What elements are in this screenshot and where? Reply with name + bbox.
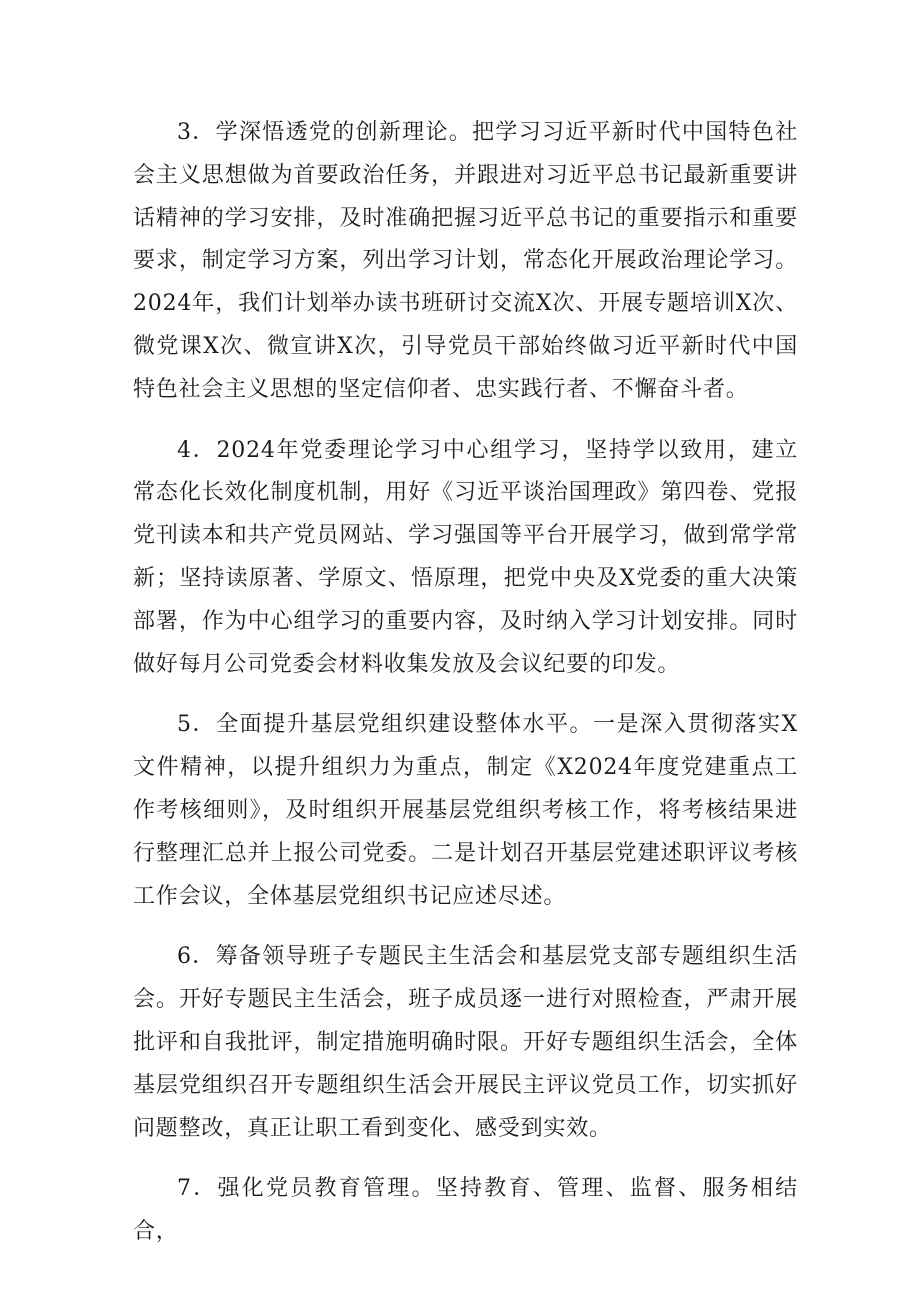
- paragraph-3: 3．学深悟透党的创新理论。把学习习近平新时代中国特色社会主义思想做为首要政治任务，并跟进对习近平总书记最新重要讲话精神的学习安排，及时准确把握习近平总书记的重要指示和重要要求，制定学习方案，列出学习计划，常态化开展政治理论学习。2024年，我们计划举办读书班研讨交流X次、开展专题培训X次、微党课X次、微宣讲X次，引导党员干部始终做习近平新时代中国特色社会主义思想的坚定信仰者、忠实践行者、不懈奋斗者。: [133, 120, 798, 402]
- paragraph-4: 4．2024年党委理论学习中心组学习，坚持学以致用，建立常态化长效化制度机制，用好《习近平谈治国理政》第四卷、党报党刊读本和共产党员网站、学习强国等平台开展学习，做到常学常新；坚持读原著、学原文、悟原理，把党中央及X党委的重大决策部署，作为中心组学习的重要内容，及时纳入学习计划安排。同时做好每月公司党委会材料收集发放及会议纪要的印发。: [133, 437, 798, 677]
- paragraph-7: 7．强化党员教育管理。坚持教育、管理、监督、服务相结合，: [133, 1176, 798, 1245]
- document-body: [133, 112, 798, 1272]
- paragraph-5: 5．全面提升基层党组织建设整体水平。一是深入贯彻落实X文件精神，以提升组织力为重点，制定《X2024年度党建重点工作考核细则》，及时组织开展基层党组织考核工作，将考核结果进行整理汇总并上报公司党委。二是计划召开基层党建述职评议考核工作会议，全体基层党组织书记应述尽述。: [133, 712, 798, 909]
- paragraph-6: 6．筹备领导班子专题民主生活会和基层党支部专题组织生活会。开好专题民主生活会，班子成员逐一进行对照检查，严肃开展批评和自我批评，制定措施明确时限。开好专题组织生活会，全体基层党组织召开专题组织生活会开展民主评议党员工作，切实抓好问题整改，真正让职工看到变化、感受到实效。: [133, 944, 798, 1141]
